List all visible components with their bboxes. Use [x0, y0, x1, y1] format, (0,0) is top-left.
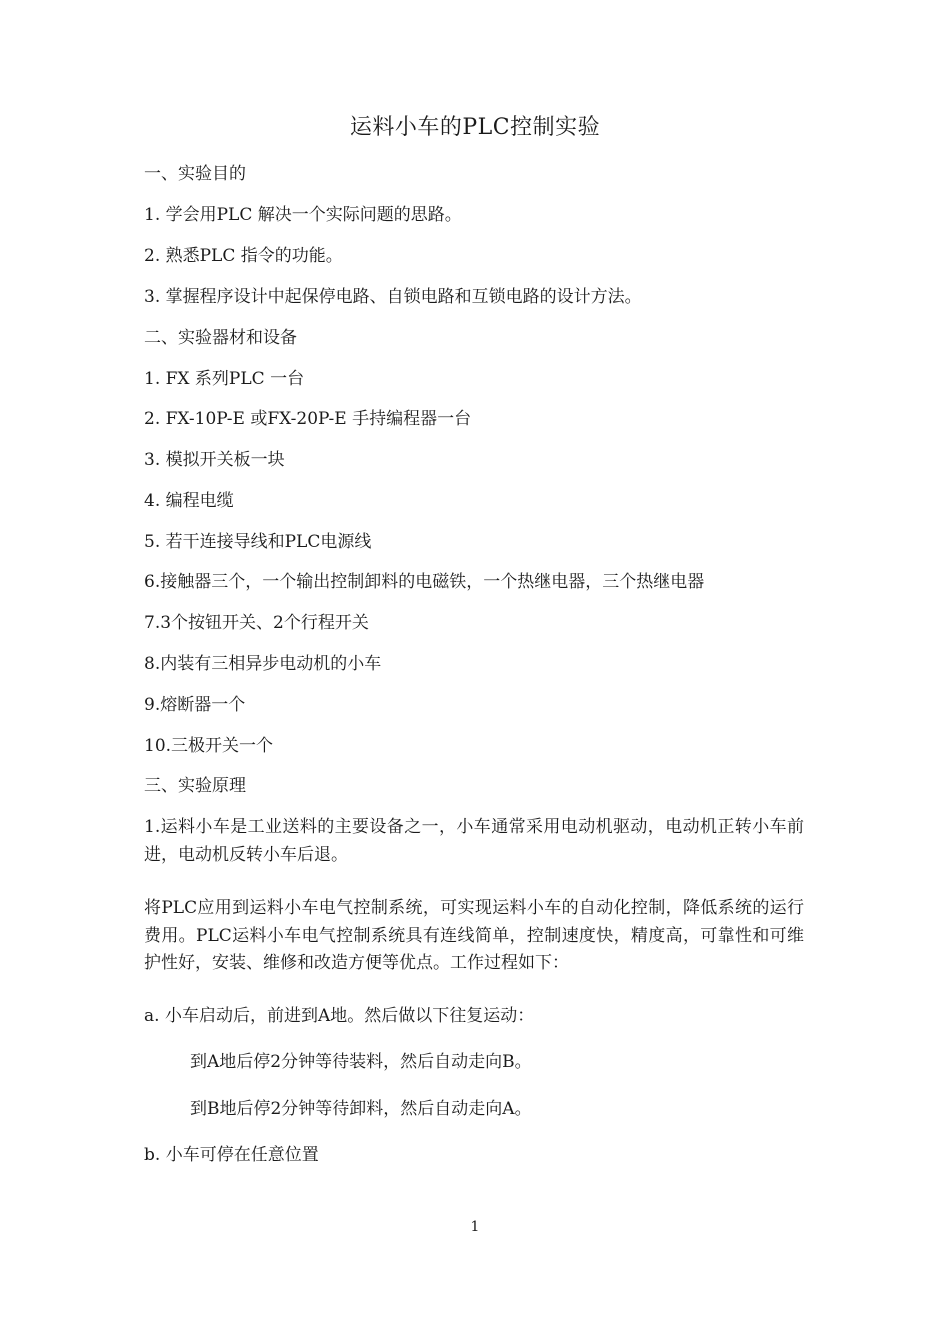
- process-step-b: b. 小车可停在任意位置: [144, 1145, 319, 1165]
- objective-item: 3. 掌握程序设计中起保停电路、自锁电路和互锁电路的设计方法。: [144, 287, 642, 307]
- equipment-item: 3. 模拟开关板一块: [144, 450, 285, 470]
- page-number: 1: [470, 1219, 480, 1235]
- process-substep: 到B地后停2分钟等待卸料，然后自动走向A。: [190, 1099, 532, 1119]
- principle-paragraph: 将PLC应用到运料小车电气控制系统，可实现运料小车的自动化控制，降低系统的运行费用。PLC运料小车电气控制系统具有连线简单，控制速度快，精度高，可靠性和可维护性好，安装、维修和改造方便等优点。工作过程如下：: [144, 898, 804, 973]
- equipment-item: 4. 编程电缆: [144, 491, 234, 511]
- equipment-item: 6.接触器三个，一个输出控制卸料的电磁铁，一个热继电器，三个热继电器: [144, 572, 705, 592]
- process-substep: 到A地后停2分钟等待装料，然后自动走向B。: [190, 1052, 532, 1072]
- section-heading-principle: 三、实验原理: [144, 776, 246, 796]
- equipment-item: 8.内装有三相异步电动机的小车: [144, 654, 382, 674]
- objective-item: 1. 学会用PLC 解决一个实际问题的思路。: [144, 205, 462, 225]
- principle-paragraph: 1.运料小车是工业送料的主要设备之一，小车通常采用电动机驱动，电动机正转小车前进，电动机反转小车后退。: [144, 817, 804, 865]
- equipment-item: 1. FX 系列PLC 一台: [144, 369, 305, 389]
- equipment-item: 10.三极开关一个: [144, 736, 274, 756]
- equipment-item: 5. 若干连接导线和PLC电源线: [144, 532, 372, 552]
- equipment-item: 2. FX-10P-E 或FX-20P-E 手持编程器一台: [144, 409, 472, 429]
- objective-item: 2. 熟悉PLC 指令的功能。: [144, 246, 343, 266]
- equipment-item: 7.3个按钮开关、2个行程开关: [144, 613, 369, 633]
- equipment-item: 9.熔断器一个: [144, 695, 246, 715]
- section-heading-objectives: 一、实验目的: [144, 164, 246, 184]
- section-heading-equipment: 二、实验器材和设备: [144, 328, 297, 348]
- document-title: 运料小车的PLC控制实验: [349, 115, 601, 140]
- process-step-a: a. 小车启动后，前进到A地。然后做以下往复运动：: [144, 1006, 535, 1026]
